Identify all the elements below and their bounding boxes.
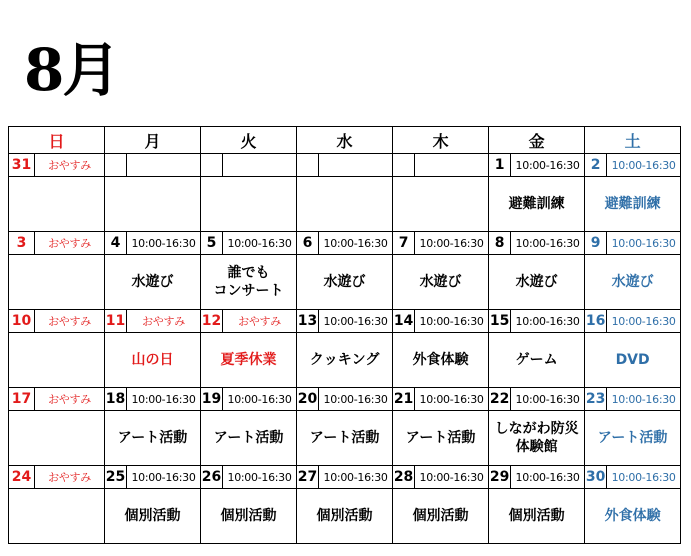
calendar-table: [8, 126, 681, 544]
day-schedule: おやすみ: [127, 310, 201, 333]
day-schedule: 10:00-16:30: [415, 466, 489, 489]
day-event: 誰でも コンサート: [201, 255, 297, 310]
week-date-row: [9, 388, 681, 411]
weekday-header-mon: 月: [105, 127, 201, 154]
page-title: 8月: [24, 36, 119, 104]
day-schedule: 10:00-16:30: [415, 310, 489, 333]
week-event-row: [9, 489, 681, 544]
day-number: 19: [201, 388, 223, 411]
day-number: 10: [9, 310, 35, 333]
day-event: [9, 177, 105, 232]
day-number: 11: [105, 310, 127, 333]
week-event-row: [9, 255, 681, 310]
day-number: 13: [297, 310, 319, 333]
day-schedule: [415, 154, 489, 177]
day-number: 7: [393, 232, 415, 255]
day-event: 水遊び: [297, 255, 393, 310]
day-event: [297, 177, 393, 232]
day-number: 30: [585, 466, 607, 489]
day-event: 夏季休業: [201, 333, 297, 388]
day-event: 山の日: [105, 333, 201, 388]
day-number: 29: [489, 466, 511, 489]
day-event: 水遊び: [585, 255, 681, 310]
day-event: アート活動: [201, 411, 297, 466]
day-schedule: [127, 154, 201, 177]
day-schedule: 10:00-16:30: [511, 232, 585, 255]
day-event: 個別活動: [201, 489, 297, 544]
day-number: [297, 154, 319, 177]
day-event: [201, 177, 297, 232]
day-schedule: おやすみ: [223, 310, 297, 333]
day-event: [9, 333, 105, 388]
week-date-row: [9, 310, 681, 333]
weekday-header-row: [9, 127, 681, 154]
day-number: 23: [585, 388, 607, 411]
day-number: 21: [393, 388, 415, 411]
day-number: 24: [9, 466, 35, 489]
day-event: 水遊び: [393, 255, 489, 310]
day-schedule: 10:00-16:30: [319, 466, 393, 489]
day-number: 6: [297, 232, 319, 255]
day-event: しながわ防災 体験館: [489, 411, 585, 466]
day-number: 5: [201, 232, 223, 255]
day-number: [105, 154, 127, 177]
day-number: 3: [9, 232, 35, 255]
day-schedule: 10:00-16:30: [319, 388, 393, 411]
day-schedule: [223, 154, 297, 177]
day-event: 個別活動: [297, 489, 393, 544]
day-number: 22: [489, 388, 511, 411]
weekday-header-sat: 土: [585, 127, 681, 154]
day-number: 12: [201, 310, 223, 333]
weekday-header-sun: 日: [9, 127, 105, 154]
day-schedule: 10:00-16:30: [511, 310, 585, 333]
weekday-header-fri: 金: [489, 127, 585, 154]
day-schedule: 10:00-16:30: [607, 310, 681, 333]
day-schedule: 10:00-16:30: [223, 466, 297, 489]
day-event: 外食体験: [585, 489, 681, 544]
week-event-row: [9, 411, 681, 466]
weekday-header-tue: 火: [201, 127, 297, 154]
day-schedule: おやすみ: [35, 310, 105, 333]
day-number: 16: [585, 310, 607, 333]
day-event: ゲーム: [489, 333, 585, 388]
day-schedule: 10:00-16:30: [223, 232, 297, 255]
day-schedule: おやすみ: [35, 388, 105, 411]
week-date-row: [9, 154, 681, 177]
day-event: 個別活動: [393, 489, 489, 544]
day-number: 28: [393, 466, 415, 489]
day-schedule: 10:00-16:30: [319, 232, 393, 255]
day-event: [105, 177, 201, 232]
day-number: 4: [105, 232, 127, 255]
day-event: 水遊び: [489, 255, 585, 310]
day-event: 個別活動: [105, 489, 201, 544]
day-schedule: 10:00-16:30: [415, 232, 489, 255]
day-number: 26: [201, 466, 223, 489]
day-schedule: 10:00-16:30: [511, 466, 585, 489]
day-number: 14: [393, 310, 415, 333]
day-schedule: 10:00-16:30: [511, 154, 585, 177]
day-event: アート活動: [393, 411, 489, 466]
day-schedule: 10:00-16:30: [607, 154, 681, 177]
day-number: 2: [585, 154, 607, 177]
week-date-row: [9, 232, 681, 255]
week-event-row: [9, 333, 681, 388]
day-event: [9, 411, 105, 466]
day-event: クッキング: [297, 333, 393, 388]
day-event: 外食体験: [393, 333, 489, 388]
weekday-header-thu: 木: [393, 127, 489, 154]
day-event: [393, 177, 489, 232]
day-number: 17: [9, 388, 35, 411]
day-number: 1: [489, 154, 511, 177]
day-schedule: 10:00-16:30: [607, 466, 681, 489]
day-number: 31: [9, 154, 35, 177]
day-schedule: 10:00-16:30: [415, 388, 489, 411]
week-date-row: [9, 466, 681, 489]
day-event: [9, 489, 105, 544]
day-schedule: おやすみ: [35, 232, 105, 255]
day-schedule: 10:00-16:30: [607, 232, 681, 255]
day-event: DVD: [585, 333, 681, 388]
day-event: 避難訓練: [489, 177, 585, 232]
day-schedule: 10:00-16:30: [511, 388, 585, 411]
day-event: 避難訓練: [585, 177, 681, 232]
day-schedule: [319, 154, 393, 177]
day-schedule: 10:00-16:30: [319, 310, 393, 333]
weekday-header-wed: 水: [297, 127, 393, 154]
day-event: アート活動: [105, 411, 201, 466]
week-event-row: [9, 177, 681, 232]
day-event: [9, 255, 105, 310]
day-event: アート活動: [297, 411, 393, 466]
day-number: [201, 154, 223, 177]
day-event: アート活動: [585, 411, 681, 466]
day-number: 20: [297, 388, 319, 411]
day-number: 25: [105, 466, 127, 489]
day-schedule: 10:00-16:30: [127, 232, 201, 255]
day-number: [393, 154, 415, 177]
day-schedule: おやすみ: [35, 466, 105, 489]
day-number: 15: [489, 310, 511, 333]
day-number: 9: [585, 232, 607, 255]
day-number: 8: [489, 232, 511, 255]
day-event: 個別活動: [489, 489, 585, 544]
day-schedule: 10:00-16:30: [127, 466, 201, 489]
day-number: 27: [297, 466, 319, 489]
day-schedule: 10:00-16:30: [223, 388, 297, 411]
day-schedule: おやすみ: [35, 154, 105, 177]
day-event: 水遊び: [105, 255, 201, 310]
day-schedule: 10:00-16:30: [127, 388, 201, 411]
day-number: 18: [105, 388, 127, 411]
day-schedule: 10:00-16:30: [607, 388, 681, 411]
